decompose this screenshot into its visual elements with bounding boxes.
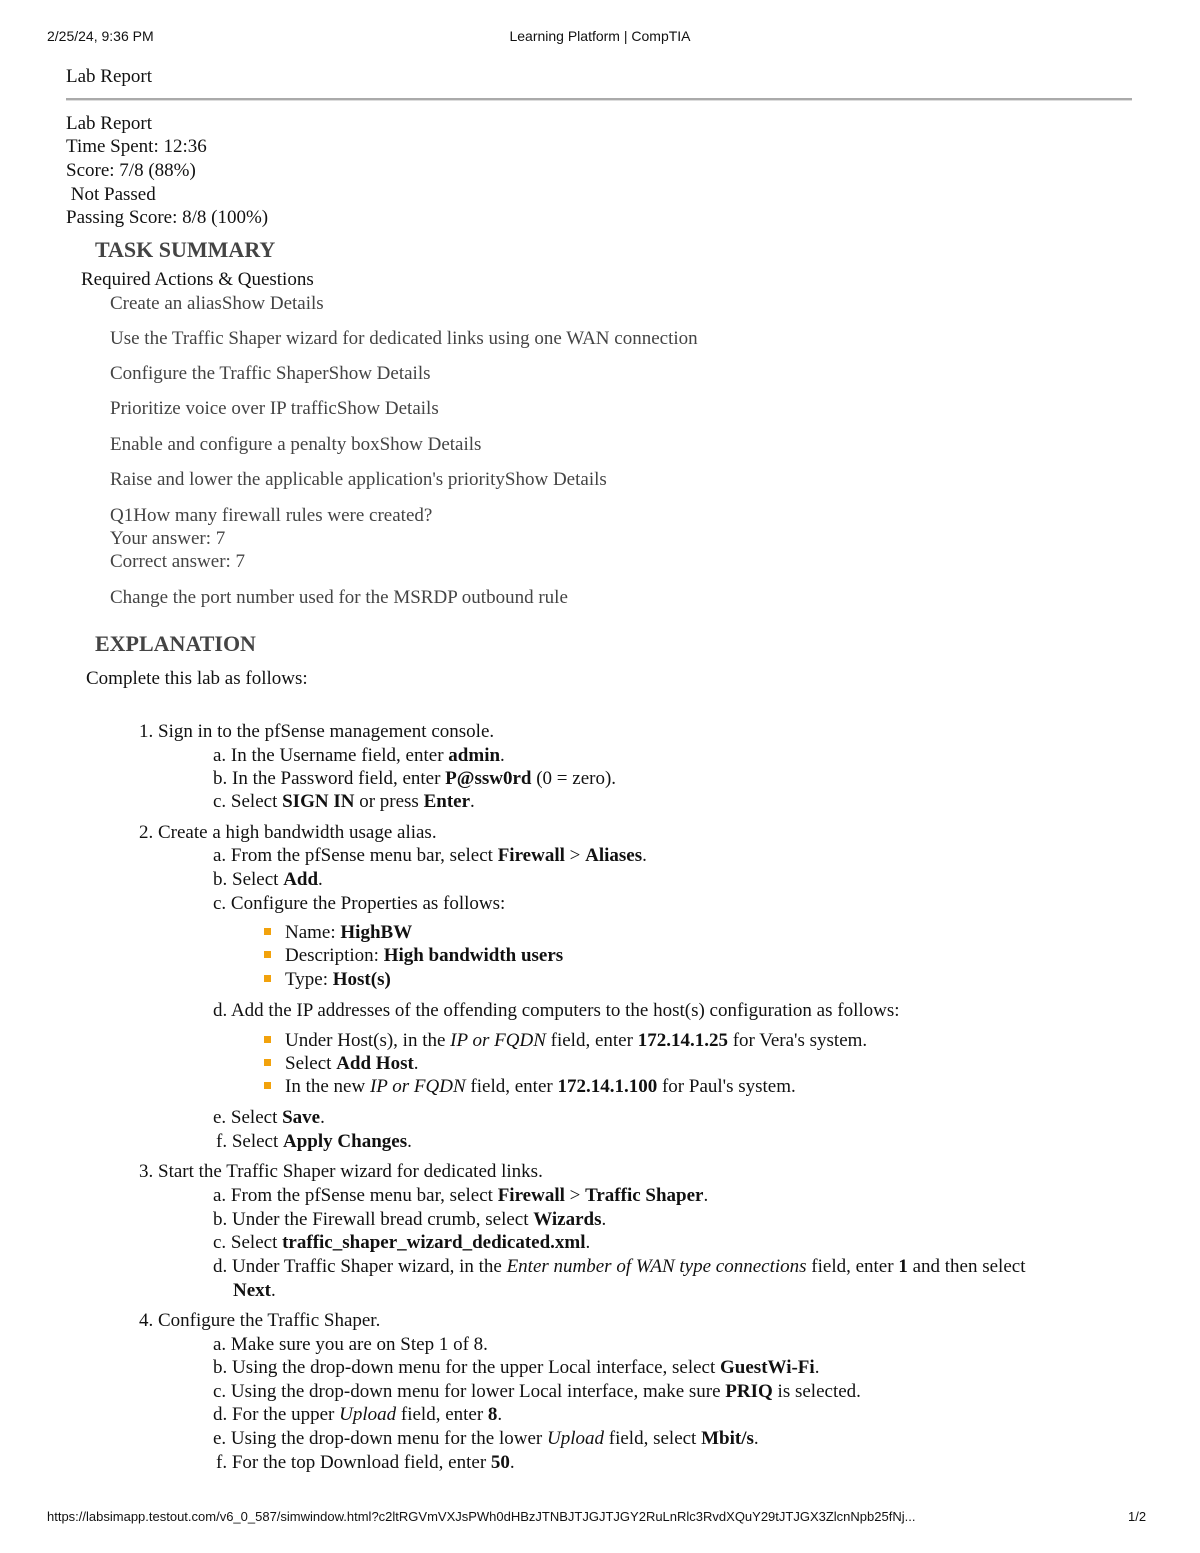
- task-summary-subtitle: Required Actions & Questions: [81, 269, 314, 290]
- bullet-icon: [264, 1059, 271, 1066]
- step-3: 3. Start the Traffic Shaper wizard for dedicated links.: [139, 1161, 543, 1182]
- step-2b: b. Select Add.: [213, 869, 323, 890]
- bullet-item: Type: Host(s): [264, 969, 391, 991]
- step-3d: d. Under Traffic Shaper wizard, in the Enter number of WAN type connections field, enter 1 and then select: [213, 1256, 1026, 1277]
- question-item: Q1How many firewall rules were created?: [110, 505, 433, 526]
- step-1a: a. In the Username field, enter admin.: [213, 745, 505, 766]
- bullet-icon: [264, 975, 271, 982]
- step-2a: a. From the pfSense menu bar, select Firewall > Aliases.: [213, 845, 647, 866]
- correct-answer: Correct answer: 7: [110, 551, 246, 572]
- print-page-title: Learning Platform | CompTIA: [509, 28, 691, 44]
- report-title: Lab Report: [66, 113, 153, 134]
- bullet-item: Under Host(s), in the IP or FQDN field, enter 172.14.1.25 for Vera's system.: [264, 1030, 867, 1052]
- time-spent: Time Spent: 12:36: [66, 136, 207, 157]
- task-item[interactable]: Prioritize voice over IP trafficShow Details: [110, 398, 439, 419]
- step-4: 4. Configure the Traffic Shaper.: [139, 1310, 381, 1331]
- bullet-icon: [264, 1082, 271, 1089]
- step-1: 1. Sign in to the pfSense management console.: [139, 721, 495, 742]
- print-datetime: 2/25/24, 9:36 PM: [47, 28, 154, 44]
- step-3b: b. Under the Firewall bread crumb, select Wizards.: [213, 1209, 607, 1230]
- pass-status: Not Passed: [66, 184, 156, 205]
- bullet-icon: [264, 951, 271, 958]
- print-page-number: 1/2: [1128, 1509, 1147, 1524]
- task-item[interactable]: Configure the Traffic ShaperShow Details: [110, 363, 431, 384]
- task-item[interactable]: Raise and lower the applicable application's priorityShow Details: [110, 469, 607, 490]
- step-3c: c. Select traffic_shaper_wizard_dedicated.xml.: [213, 1232, 591, 1253]
- passing-score: Passing Score: 8/8 (100%): [66, 207, 269, 228]
- explanation-intro: Complete this lab as follows:: [86, 668, 308, 689]
- task-item[interactable]: Enable and configure a penalty boxShow Details: [110, 434, 482, 455]
- bullet-icon: [264, 928, 271, 935]
- bullet-item: Description: High bandwidth users: [264, 945, 563, 967]
- score: Score: 7/8 (88%): [66, 160, 196, 181]
- step-4a: a. Make sure you are on Step 1 of 8.: [213, 1334, 488, 1355]
- task-item: Use the Traffic Shaper wizard for dedicated links using one WAN connection: [110, 328, 698, 349]
- step-3d-cont: Next.: [233, 1280, 276, 1301]
- task-summary-title: TASK SUMMARY: [95, 237, 276, 262]
- step-2e: e. Select Save.: [213, 1107, 325, 1128]
- report-heading: Lab Report: [66, 66, 153, 87]
- step-4f: f. For the top Download field, enter 50.: [216, 1452, 515, 1473]
- print-url: https://labsimapp.testout.com/v6_0_587/simwindow.html?c2ltRGVmVXJsPWh0dHBzJTNBJTJGJTJGY2RuLnRlc3RvdXQuY29tJTJGX3ZlcnNpb25fNj...: [47, 1509, 916, 1524]
- bullet-item: Name: HighBW: [264, 922, 412, 944]
- bullet-item: Select Add Host.: [264, 1053, 419, 1075]
- step-4c: c. Using the drop-down menu for lower Local interface, make sure PRIQ is selected.: [213, 1381, 861, 1402]
- step-4d: d. For the upper Upload field, enter 8.: [213, 1404, 503, 1425]
- step-1c: c. Select SIGN IN or press Enter.: [213, 791, 475, 812]
- task-item: Change the port number used for the MSRDP outbound rule: [110, 587, 568, 608]
- explanation-title: EXPLANATION: [95, 631, 256, 656]
- step-1b: b. In the Password field, enter P@ssw0rd (0 = zero).: [213, 768, 617, 789]
- step-4e: e. Using the drop-down menu for the lower Upload field, select Mbit/s.: [213, 1428, 759, 1449]
- step-2: 2. Create a high bandwidth usage alias.: [139, 822, 437, 843]
- step-4b: b. Using the drop-down menu for the upper Local interface, select GuestWi-Fi.: [213, 1357, 820, 1378]
- task-item[interactable]: Create an aliasShow Details: [110, 293, 324, 314]
- heading-divider: [66, 98, 1132, 101]
- step-2d: d. Add the IP addresses of the offending computers to the host(s) configuration as follows:: [213, 1000, 900, 1021]
- bullet-icon: [264, 1036, 271, 1043]
- step-3a: a. From the pfSense menu bar, select Firewall > Traffic Shaper.: [213, 1185, 709, 1206]
- bullet-item: In the new IP or FQDN field, enter 172.14.1.100 for Paul's system.: [264, 1076, 796, 1098]
- your-answer: Your answer: 7: [110, 528, 226, 549]
- step-2f: f. Select Apply Changes.: [216, 1131, 412, 1152]
- step-2c: c. Configure the Properties as follows:: [213, 893, 506, 914]
